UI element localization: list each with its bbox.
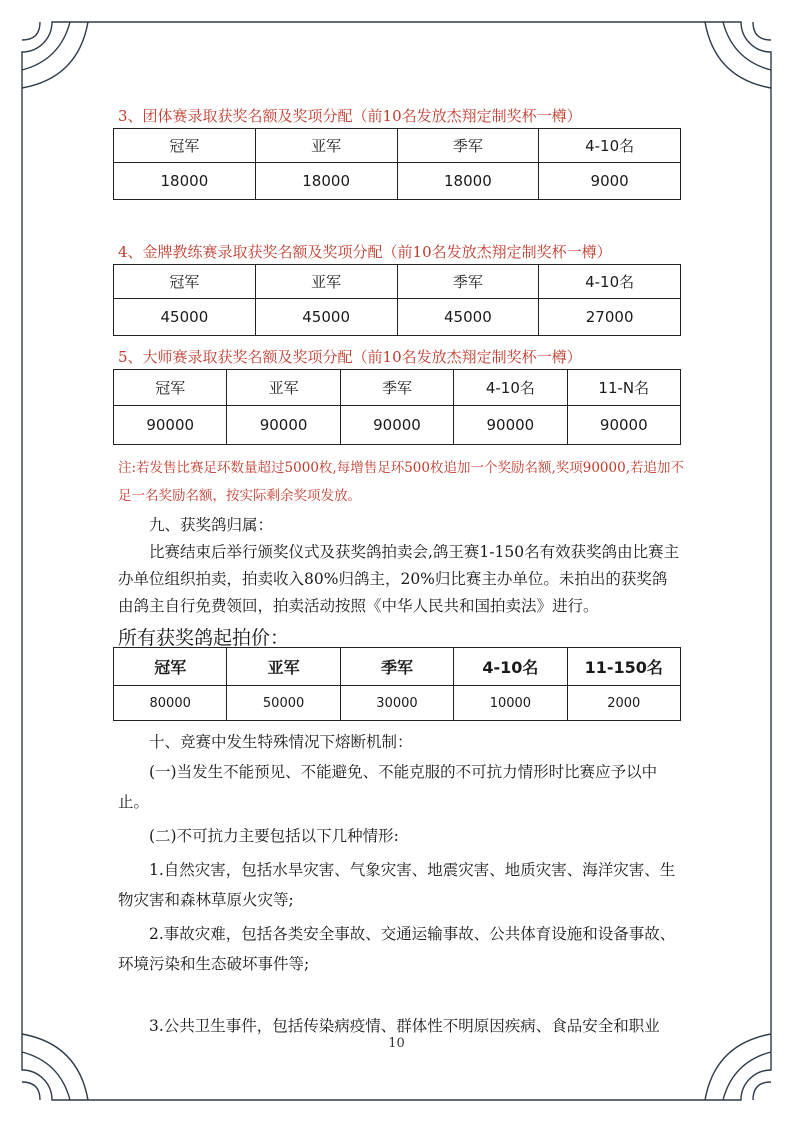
- ownership-section: [118, 512, 682, 620]
- team-value-cell: 18000: [255, 163, 397, 200]
- price-header-cell: 冠军: [114, 648, 227, 686]
- price-value-cell: 10000: [454, 686, 567, 721]
- coach-header-cell: 4-10名: [539, 265, 681, 299]
- coach-value-cell: 45000: [114, 299, 256, 336]
- price-header-cell: 4-10名: [454, 648, 567, 686]
- master-value-cell: 90000: [454, 406, 567, 445]
- price-value-cell: 50000: [227, 686, 340, 721]
- ownership-paragraph: 比赛结束后举行颁奖仪式及获奖鸽拍卖会,鸽王赛1-150名有效获奖鸽由比赛主办单位组织拍卖，拍卖收入80%归鸽主，20%归比赛主办单位。未拍出的获奖鸽由鸽主自行免费领回，拍卖活动按照《中华人民共和国拍卖法》进行。: [118, 543, 680, 615]
- bonus-note: 注:若发售比赛足环数量超过5000枚,每增售足环500枚追加一个奖励名额,奖项90000,若追加不足一名奖励名额，按实际剩余奖项发放。: [118, 460, 684, 504]
- team-value-cell: 18000: [114, 163, 256, 200]
- circuit-breaker-item: (一)当发生不能预见、不能避免、不能克服的不可抗力情形时比赛应予以中止。: [118, 763, 658, 811]
- circuit-breaker-item: 1.自然灾害，包括水旱灾害、气象灾害、地震灾害、地质灾害、海洋灾害、生物灾害和森林草原火灾等;: [118, 861, 676, 909]
- price-value-cell: 30000: [340, 686, 453, 721]
- price-header-cell: 11-150名: [567, 648, 680, 686]
- price-header-cell: 亚军: [227, 648, 340, 686]
- circuit-breaker-item: 3.公共卫生事件，包括传染病疫情、群体性不明原因疾病、食品安全和职业: [149, 1017, 660, 1035]
- team-header-cell: 季军: [397, 129, 539, 163]
- master-value-cell: 90000: [567, 406, 680, 445]
- master-header-cell: 冠军: [114, 370, 227, 406]
- price-value-cell: 80000: [114, 686, 227, 721]
- starting-price-title: 所有获奖鸽起拍价：: [118, 627, 290, 649]
- coach-header-cell: 冠军: [114, 265, 256, 299]
- starting-price-table: [113, 647, 681, 721]
- team-section-title: 3、团体赛录取获奖名额及奖项分配（前10名发放杰翔定制奖杯一樽）: [118, 107, 582, 125]
- team-header-cell: 冠军: [114, 129, 256, 163]
- circuit-breaker-item: (二)不可抗力主要包括以下几种情形:: [149, 827, 399, 845]
- ownership-heading: 九、获奖鸽归属：: [149, 516, 274, 534]
- team-value-cell: 9000: [539, 163, 681, 200]
- master-value-cell: 90000: [114, 406, 227, 445]
- price-value-cell: 2000: [567, 686, 680, 721]
- master-value-cell: 90000: [227, 406, 340, 445]
- team-header-cell: 亚军: [255, 129, 397, 163]
- master-value-cell: 90000: [340, 406, 453, 445]
- master-header-cell: 11-N名: [567, 370, 680, 406]
- team-value-cell: 18000: [397, 163, 539, 200]
- coach-value-cell: 45000: [397, 299, 539, 336]
- coach-section-title: 4、金牌教练赛录取获奖名额及奖项分配（前10名发放杰翔定制奖杯一樽）: [118, 243, 612, 261]
- team-header-cell: 4-10名: [539, 129, 681, 163]
- master-header-cell: 季军: [340, 370, 453, 406]
- page-number: 10: [388, 1036, 405, 1051]
- team-prize-table: [113, 128, 681, 200]
- circuit-breaker-heading: 十、竞赛中发生特殊情况下熔断机制：: [149, 733, 413, 751]
- coach-header-cell: 季军: [397, 265, 539, 299]
- master-prize-table: [113, 369, 681, 445]
- circuit-breaker-section: [118, 727, 682, 1041]
- coach-header-cell: 亚军: [255, 265, 397, 299]
- coach-value-cell: 45000: [255, 299, 397, 336]
- circuit-breaker-item: 2.事故灾难，包括各类安全事故、交通运输事故、公共体育设施和设备事故、环境污染和生态破坏事件等;: [118, 925, 676, 973]
- master-header-cell: 亚军: [227, 370, 340, 406]
- master-section-title: 5、大师赛录取获奖名额及奖项分配（前10名发放杰翔定制奖杯一樽）: [118, 348, 582, 366]
- price-header-cell: 季军: [340, 648, 453, 686]
- coach-prize-table: [113, 264, 681, 336]
- coach-value-cell: 27000: [539, 299, 681, 336]
- master-header-cell: 4-10名: [454, 370, 567, 406]
